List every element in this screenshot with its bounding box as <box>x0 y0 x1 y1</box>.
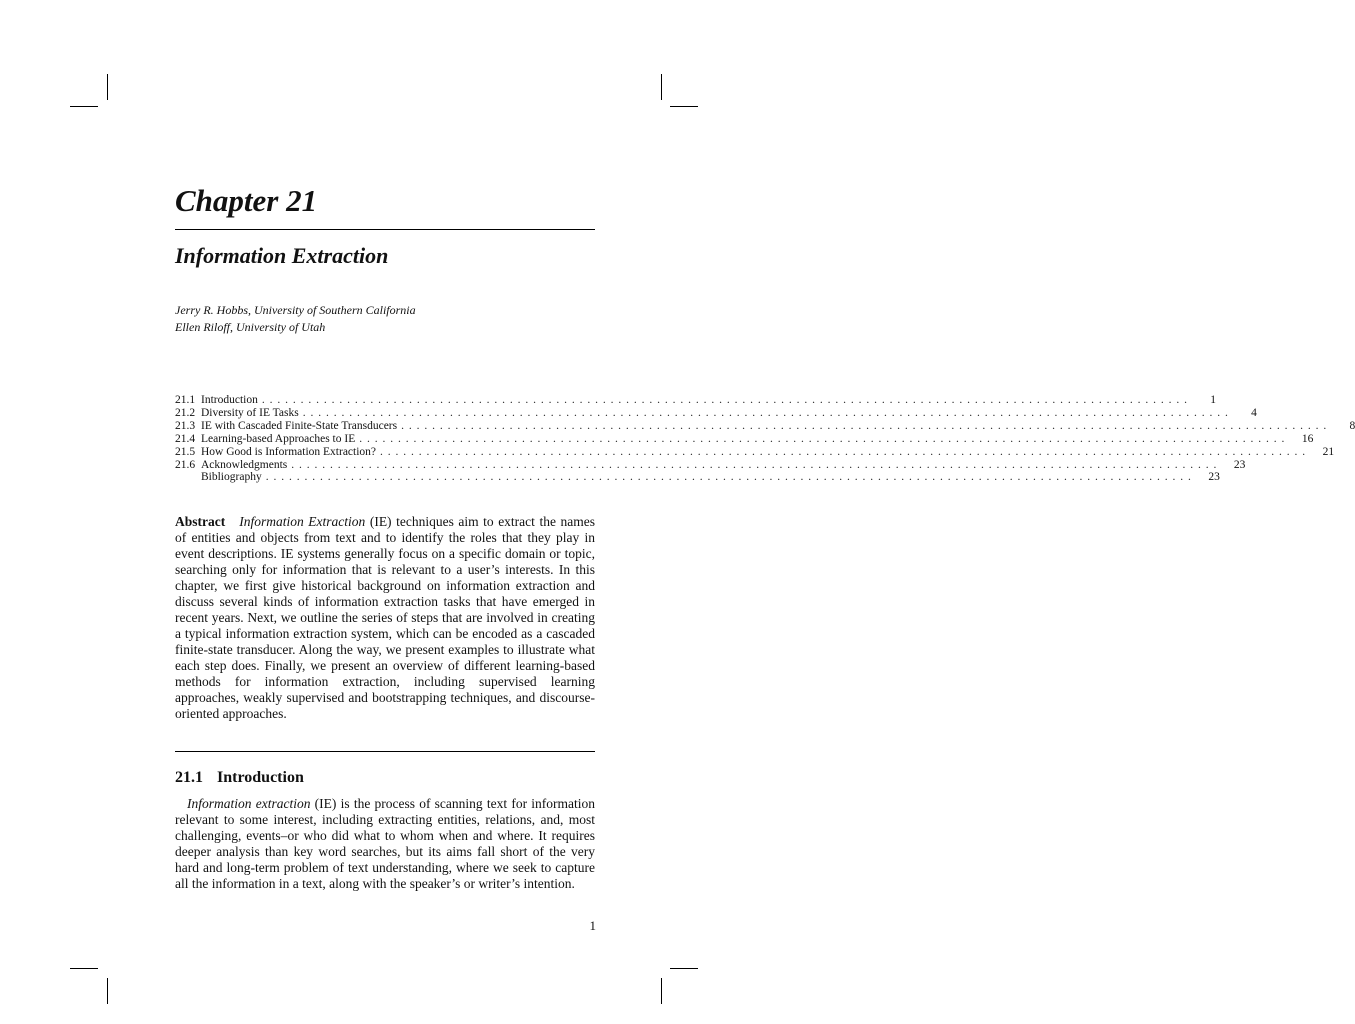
toc-entry[interactable] <box>175 406 1257 420</box>
toc-number: 21.6 <box>175 458 196 471</box>
toc-entry[interactable] <box>175 394 1216 407</box>
page-number: 1 <box>589 918 596 933</box>
toc-leader: . . . . . . . . . . . . . . . . . . . . . . . . . . . . . . . . . . . . . . . . . . . . . . . . . . . . . . . . . . . . . . . . . . . . . . . . . . . . . . . . . . . . . . . . . . . . . . . . . . . . . . . . . . . . . . . . . . . . . . . . <box>261 394 1188 406</box>
section-number: 21.1 <box>175 769 203 786</box>
abstract-term: Information Extraction <box>239 514 366 529</box>
toc-title: Introduction <box>201 394 258 406</box>
toc-entry[interactable] <box>175 432 1314 446</box>
toc-entry[interactable] <box>175 445 1335 459</box>
intro-paragraph <box>175 796 595 892</box>
toc-title: Bibliography <box>201 471 262 484</box>
toc-title: Acknowledgments <box>201 458 288 471</box>
crop-mark-bottom-right-v <box>661 978 662 1004</box>
crop-mark-top-left-h <box>70 106 98 107</box>
toc-leader: . . . . . . . . . . . . . . . . . . . . . . . . . . . . . . . . . . . . . . . . . . . . . . . . . . . . . . . . . . . . . . . . . . . . . . . . . . . . . . . . . . . . . . . . . . . . . . . . . . . . . . . . . . . . . . . . . . . . . . . . <box>380 445 1307 458</box>
crop-mark-bottom-right-h <box>670 968 698 969</box>
toc-page: 16 <box>1301 432 1314 445</box>
toc-page: 21 <box>1322 445 1335 458</box>
toc-leader: . . . . . . . . . . . . . . . . . . . . . . . . . . . . . . . . . . . . . . . . . . . . . . . . . . . . . . . . . . . . . . . . . . . . . . . . . . . . . . . . . . . . . . . . . . . . . . . . . . . . . . . . . . . . . . . . . . . . . . . . <box>359 432 1286 445</box>
title-rule <box>175 229 595 230</box>
abstract <box>175 514 595 722</box>
chapter-title: Chapter 21 <box>175 183 318 218</box>
toc-page: 8 <box>1349 419 1355 432</box>
toc-number: 21.5 <box>175 445 196 458</box>
toc-entry[interactable] <box>175 458 1246 472</box>
author-line: Jerry R. Hobbs, University of Southern California <box>175 303 416 317</box>
toc-entry[interactable] <box>175 471 1220 484</box>
crop-mark-top-right-v <box>661 74 662 100</box>
toc-title: Learning-based Approaches to IE <box>201 432 356 445</box>
toc-leader: . . . . . . . . . . . . . . . . . . . . . . . . . . . . . . . . . . . . . . . . . . . . . . . . . . . . . . . . . . . . . . . . . . . . . . . . . . . . . . . . . . . . . . . . . . . . . . . . . . . . . . . . . . . . . . . . . . . . . . . . <box>401 419 1328 432</box>
toc-page: 23 <box>1233 458 1246 471</box>
toc-number: 21.4 <box>175 432 196 445</box>
toc-title: Diversity of IE Tasks <box>201 406 299 419</box>
crop-mark-top-left-v <box>107 74 108 100</box>
toc-number: 21.1 <box>175 394 196 406</box>
toc-page: 4 <box>1251 406 1257 419</box>
intro-term: Information extraction <box>187 796 311 811</box>
section-rule <box>175 751 595 752</box>
crop-mark-top-right-h <box>670 106 698 107</box>
toc-page: 23 <box>1208 471 1220 484</box>
toc-title: How Good is Information Extraction? <box>201 445 377 458</box>
table-of-contents <box>175 394 1355 484</box>
toc-leader: . . . . . . . . . . . . . . . . . . . . . . . . . . . . . . . . . . . . . . . . . . . . . . . . . . . . . . . . . . . . . . . . . . . . . . . . . . . . . . . . . . . . . . . . . . . . . . . . . . . . . . . . . . . . . . . . . . . . . . . . <box>302 406 1229 419</box>
section-title: Introduction <box>217 769 304 786</box>
toc-number: 21.3 <box>175 419 196 432</box>
toc-number: 21.2 <box>175 406 196 419</box>
intro-text: (IE) is the process of scanning text for information relevant to some interest, including extracting entities, relations, and, most challenging, events–or who did what to whom when and where. It requires deeper analysis than key word searches, but its aims fall short of the very hard and long-term problem of text understanding, where we seek to capture all the information in a text, along with the speaker’s or writer’s intention. <box>175 796 596 891</box>
author-line: Ellen Riloff, University of Utah <box>175 320 326 334</box>
toc-page: 1 <box>1210 394 1216 406</box>
toc-leader: . . . . . . . . . . . . . . . . . . . . . . . . . . . . . . . . . . . . . . . . . . . . . . . . . . . . . . . . . . . . . . . . . . . . . . . . . . . . . . . . . . . . . . . . . . . . . . . . . . . . . . . . . . . . . . . . . . . . . . . . <box>265 471 1192 484</box>
chapter-subtitle: Information Extraction <box>175 243 389 268</box>
author-list <box>175 302 416 336</box>
crop-mark-bottom-left-v <box>107 978 108 1004</box>
abstract-text: (IE) techniques aim to extract the names of entities and objects from text and to identify the roles that they play in event descriptions. IE systems generally focus on a specific domain or topic, searching only for information that is relevant to a user’s interests. In this chapter, we first give historical background on information extraction and discuss several kinds of information extraction tasks that have emerged in recent years. Next, we outline the series of steps that are involved in creating a typical information extraction system, which can be encoded as a cascaded finite-state transducer. Along the way, we present examples to illustrate what each step does. Finally, we present an overview of different learning-based methods for information extraction, including supervised learning approaches, weakly supervised and bootstrapping techniques, and discourse-oriented approaches. <box>175 514 595 721</box>
abstract-label: Abstract <box>175 514 226 529</box>
toc-leader: . . . . . . . . . . . . . . . . . . . . . . . . . . . . . . . . . . . . . . . . . . . . . . . . . . . . . . . . . . . . . . . . . . . . . . . . . . . . . . . . . . . . . . . . . . . . . . . . . . . . . . . . . . . . . . . . . . . . . . . . <box>291 458 1218 471</box>
toc-title: IE with Cascaded Finite-State Transducers <box>201 419 398 432</box>
section-heading <box>175 768 304 788</box>
crop-mark-bottom-left-h <box>70 968 98 969</box>
toc-entry[interactable] <box>175 419 1355 433</box>
